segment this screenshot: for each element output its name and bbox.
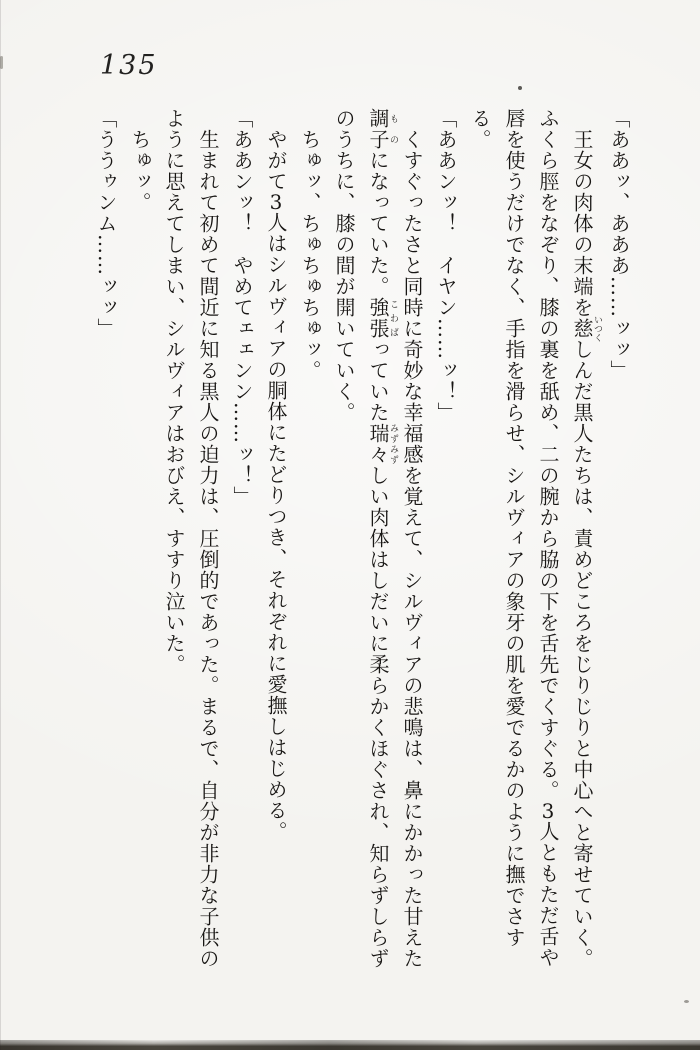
dialogue-4: 「ううゥンム……ッッ」 — [94, 108, 118, 339]
body-2: くすぐったさと同時に奇妙な幸福感を覚えて、シルヴィアの悲鳴は、鼻にかかった甘えた調子ものになっていた。強張こわばっていた瑞々みずみずしい肉体はしだいに柔らかくほぐされ、知らずしらずのうちに、膝の間が開いていく。 — [332, 108, 424, 969]
scan-edge-left-artifact — [0, 0, 1, 1050]
scan-edge-bottom-artifact — [0, 1040, 700, 1050]
body-4: やがて3人はシルヴィアの胴体にたどりつき、それぞれに愛撫しはじめる。 — [264, 129, 288, 842]
vertical-text-block — [89, 108, 636, 970]
scan-speck — [684, 1000, 689, 1003]
scan-speck — [518, 86, 522, 90]
dialogue-2: 「ああンッ！ イヤン……ッ！」 — [434, 108, 458, 423]
page-number: 135 — [100, 50, 158, 81]
body-6: ちゅッ。 — [128, 129, 152, 213]
body-1: 王女の肉体の末端を慈いつくしんだ黒人たちは、責めどころをじりじりと中心へと寄せていく。ふくら脛をなぞり、膝の裏を舐め、二の腕から脇の下を舌先でくすぐる。3人ともただ舌や唇を使うだけでなく、手指を滑らせ、シルヴィアの象牙の肌を愛でるかのように撫でさする。 — [468, 108, 602, 969]
body-5: 生まれて初めて間近に知る黒人の迫力は、圧倒的であった。まるで、自分が非力な子供のように思えてしまい、シルヴィアはおびえ、すすり泣いた。 — [162, 108, 220, 969]
body-3: ちゅッ、ちゅちゅちゅッ。 — [298, 129, 322, 381]
dialogue-1: 「ああッ、あああ……ッッ」 — [607, 108, 631, 381]
scan-speck — [0, 56, 3, 69]
dialogue-3: 「ああンッ！ やめてェェンン……ッ！」 — [230, 108, 254, 507]
